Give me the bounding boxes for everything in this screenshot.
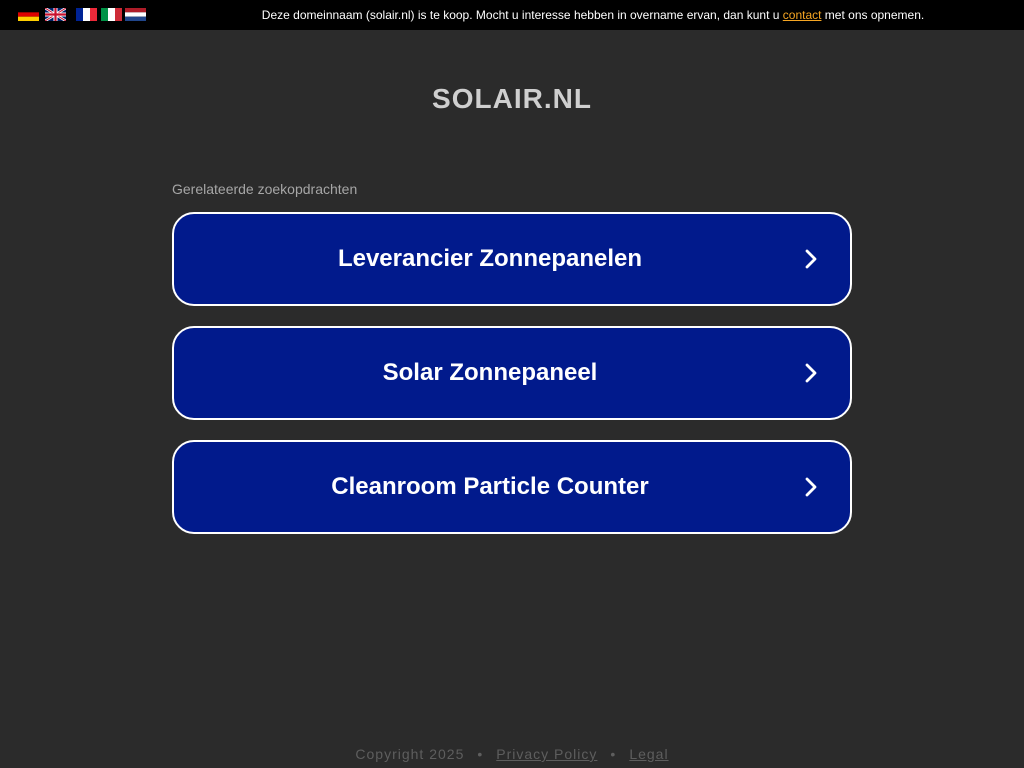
- sale-notice: [160, 0, 1024, 30]
- related-search-button-1[interactable]: [172, 212, 852, 306]
- footer-separator: •: [477, 746, 484, 762]
- english-flag-icon[interactable]: [45, 8, 66, 21]
- related-search-button-2[interactable]: [172, 326, 852, 420]
- contact-link[interactable]: contact: [782, 8, 822, 22]
- chevron-right-icon: [802, 477, 820, 497]
- footer: [0, 744, 1024, 764]
- related-search-label: Solar Zonnepaneel: [382, 359, 598, 386]
- italian-flag-icon[interactable]: [101, 8, 122, 21]
- french-flag-icon[interactable]: [76, 8, 97, 21]
- domain-title: SOLAIR.NL: [432, 83, 592, 114]
- related-search-label: Cleanroom Particle Counter: [331, 473, 649, 500]
- chevron-right-icon: [802, 249, 820, 269]
- top-bar: [0, 0, 1024, 30]
- privacy-policy-link[interactable]: Privacy Policy: [496, 746, 598, 762]
- german-flag-icon[interactable]: [18, 8, 39, 21]
- related-search-button-3[interactable]: [172, 440, 852, 534]
- sale-notice-text: Deze domeinnaam (solair.nl) is te koop. Mocht u interesse hebben in overname ervan, dan kunt u: [261, 8, 783, 22]
- footer-separator: •: [610, 746, 617, 762]
- related-searches-label: Gerelateerde zoekopdrachten: [172, 181, 358, 197]
- chevron-right-icon: [802, 363, 820, 383]
- dutch-flag-icon[interactable]: [125, 8, 146, 21]
- legal-link[interactable]: Legal: [629, 746, 669, 762]
- sale-notice-text-end: met ons opnemen.: [821, 8, 925, 22]
- related-search-label: Leverancier Zonnepanelen: [337, 245, 643, 272]
- copyright-text: Copyright 2025: [355, 746, 465, 762]
